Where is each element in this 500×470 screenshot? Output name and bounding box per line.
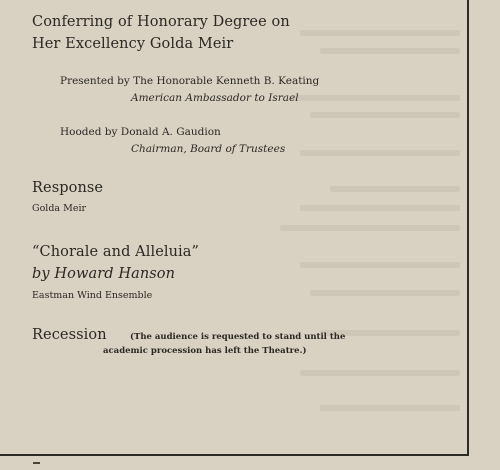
recession-note-line1: (The audience is requested to stand until the [130,332,346,342]
chorale-title: “Chorale and Alleluia” [32,244,200,260]
recession-note-line2: academic procession has left the Theatre.) [103,346,307,356]
degree-heading-line2: Her Excellency Golda Meir [32,36,234,52]
hooder-line: Hooded by Donald A. Gaudion [60,126,221,138]
page-edge-mark [33,462,40,464]
recession-heading: Recession [32,327,107,343]
chorale-ensemble: Eastman Wind Ensemble [32,290,153,301]
presenter-line: Presented by The Honorable Kenneth B. Keating [60,75,320,87]
response-heading: Response [32,180,104,196]
degree-heading-line1: Conferring of Honorary Degree on [32,14,290,30]
chorale-composer: by Howard Hanson [32,266,176,282]
response-speaker: Golda Meir [32,203,87,214]
hooder-title: Chairman, Board of Trustees [131,143,286,155]
presenter-title: American Ambassador to Israel [131,92,299,104]
